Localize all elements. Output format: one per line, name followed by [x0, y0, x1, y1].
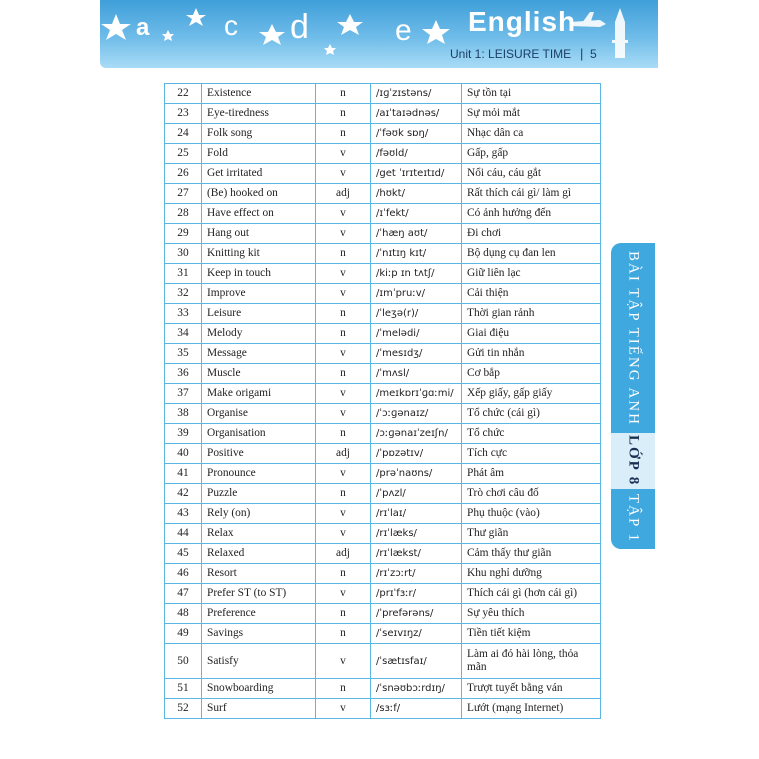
row-number: 48 [165, 604, 202, 624]
pronunciation: /ɪˈfekt/ [371, 204, 462, 224]
meaning: Phụ thuộc (vào) [462, 504, 601, 524]
vocab-word: Make origami [202, 384, 316, 404]
table-row [165, 484, 601, 504]
pronunciation: /get ˈɪrɪteɪtɪd/ [371, 164, 462, 184]
row-number: 34 [165, 324, 202, 344]
pronunciation: /ˈmʌsl/ [371, 364, 462, 384]
pronunciation: /rɪˈlækst/ [371, 544, 462, 564]
vocab-word: Leisure [202, 304, 316, 324]
row-number: 47 [165, 584, 202, 604]
vocab-word: Savings [202, 624, 316, 644]
table-row [165, 524, 601, 544]
word-type: v [316, 204, 371, 224]
row-number: 35 [165, 344, 202, 364]
meaning: Làm ai đó hài lòng, thỏa mãn [462, 644, 601, 679]
meaning: Nổi cáu, cáu gắt [462, 164, 601, 184]
meaning: Rất thích cái gì/ làm gì [462, 184, 601, 204]
vocabulary-table [164, 83, 601, 719]
word-type: n [316, 604, 371, 624]
table-row [165, 364, 601, 384]
vocab-word: Message [202, 344, 316, 364]
word-type: n [316, 324, 371, 344]
word-type: v [316, 404, 371, 424]
meaning: Gấp, gấp [462, 144, 601, 164]
table-row [165, 644, 601, 679]
table-row [165, 144, 601, 164]
pronunciation: /ˈmelədi/ [371, 324, 462, 344]
row-number: 23 [165, 104, 202, 124]
word-type: v [316, 384, 371, 404]
table-row [165, 84, 601, 104]
meaning: Bộ dụng cụ đan len [462, 244, 601, 264]
table-row [165, 324, 601, 344]
word-type: v [316, 584, 371, 604]
table-row [165, 679, 601, 699]
meaning: Sự mỏi mắt [462, 104, 601, 124]
word-type: n [316, 679, 371, 699]
meaning: Tiền tiết kiệm [462, 624, 601, 644]
side-tab-book-title: BÀI TẬP TIẾNG ANH [625, 250, 642, 426]
meaning: Sự tồn tại [462, 84, 601, 104]
meaning: Cơ bắp [462, 364, 601, 384]
meaning: Khu nghỉ dưỡng [462, 564, 601, 584]
pronunciation: /ɪmˈpruːv/ [371, 284, 462, 304]
word-type: v [316, 344, 371, 364]
table-row [165, 264, 601, 284]
vocab-word: Satisfy [202, 644, 316, 679]
vocab-word: Muscle [202, 364, 316, 384]
vocab-word: Relax [202, 524, 316, 544]
side-tab [611, 243, 655, 549]
page-number: 5 [590, 47, 597, 61]
vocab-word: Get irritated [202, 164, 316, 184]
pronunciation: /ɪɡˈzɪstəns/ [371, 84, 462, 104]
vocab-word: Surf [202, 699, 316, 719]
table-row [165, 304, 601, 324]
table-row [165, 384, 601, 404]
word-type: n [316, 104, 371, 124]
meaning: Sự yêu thích [462, 604, 601, 624]
table-row [165, 504, 601, 524]
table-row [165, 444, 601, 464]
row-number: 22 [165, 84, 202, 104]
side-tab-middle [611, 433, 655, 489]
table-row [165, 284, 601, 304]
pronunciation: /prəˈnaʊns/ [371, 464, 462, 484]
word-type: v [316, 524, 371, 544]
word-type: v [316, 644, 371, 679]
vocab-word: Fold [202, 144, 316, 164]
vocab-word: Organisation [202, 424, 316, 444]
table-row [165, 624, 601, 644]
vocab-word: (Be) hooked on [202, 184, 316, 204]
vocab-word: Folk song [202, 124, 316, 144]
vocab-word: Positive [202, 444, 316, 464]
meaning: Gửi tin nhắn [462, 344, 601, 364]
row-number: 32 [165, 284, 202, 304]
table-row [165, 604, 601, 624]
word-type: n [316, 304, 371, 324]
banner-letter-d: d [290, 8, 309, 46]
row-number: 31 [165, 264, 202, 284]
table-row [165, 564, 601, 584]
side-tab-grade: LỚP 8 [625, 435, 642, 487]
vocab-word: Have effect on [202, 204, 316, 224]
meaning: Trượt tuyết bằng ván [462, 679, 601, 699]
pronunciation: /aɪˈtaɪədnəs/ [371, 104, 462, 124]
table-row [165, 184, 601, 204]
row-number: 38 [165, 404, 202, 424]
vocab-word: Snowboarding [202, 679, 316, 699]
vocab-word: Rely (on) [202, 504, 316, 524]
vocab-word: Pronounce [202, 464, 316, 484]
row-number: 29 [165, 224, 202, 244]
row-number: 28 [165, 204, 202, 224]
vocab-word: Keep in touch [202, 264, 316, 284]
row-number: 37 [165, 384, 202, 404]
table-row [165, 424, 601, 444]
word-type: n [316, 624, 371, 644]
row-number: 49 [165, 624, 202, 644]
row-number: 46 [165, 564, 202, 584]
vocab-word: Melody [202, 324, 316, 344]
banner-letter-c: c [224, 10, 238, 41]
table-row [165, 464, 601, 484]
table-row [165, 164, 601, 184]
word-type: v [316, 224, 371, 244]
vocab-word: Organise [202, 404, 316, 424]
word-type: v [316, 144, 371, 164]
pronunciation: /ɔːɡənaɪˈzeɪʃn/ [371, 424, 462, 444]
vocab-word: Existence [202, 84, 316, 104]
row-number: 33 [165, 304, 202, 324]
meaning: Cảm thấy thư giãn [462, 544, 601, 564]
pronunciation: /ˈprefərəns/ [371, 604, 462, 624]
side-tab-lower [611, 489, 655, 549]
pronunciation: /fəʊld/ [371, 144, 462, 164]
row-number: 24 [165, 124, 202, 144]
meaning: Trò chơi câu đố [462, 484, 601, 504]
word-type: n [316, 244, 371, 264]
banner-letter-a: a [136, 14, 150, 41]
word-type: v [316, 464, 371, 484]
vocab-word: Knitting kit [202, 244, 316, 264]
word-type: n [316, 424, 371, 444]
word-type: n [316, 84, 371, 104]
table-row [165, 204, 601, 224]
pronunciation: /kiːp ɪn tʌtʃ/ [371, 264, 462, 284]
pronunciation: /sɜːf/ [371, 699, 462, 719]
pronunciation: /ˈɔːɡənaɪz/ [371, 404, 462, 424]
row-number: 30 [165, 244, 202, 264]
vocabulary-table-body [165, 84, 601, 719]
pronunciation: /ˈseɪvɪŋz/ [371, 624, 462, 644]
vocab-word: Improve [202, 284, 316, 304]
banner-letter-e: e [395, 14, 412, 47]
row-number: 40 [165, 444, 202, 464]
pronunciation: /ˈsætɪsfaɪ/ [371, 644, 462, 679]
pronunciation: /prɪˈfɜːr/ [371, 584, 462, 604]
row-number: 36 [165, 364, 202, 384]
table-row [165, 224, 601, 244]
word-type: n [316, 564, 371, 584]
pronunciation: /ˈsnəʊbɔːrdɪŋ/ [371, 679, 462, 699]
pronunciation: /ˈmesɪdʒ/ [371, 344, 462, 364]
vocab-word: Hang out [202, 224, 316, 244]
row-number: 41 [165, 464, 202, 484]
meaning: Tổ chức (cái gì) [462, 404, 601, 424]
table-row [165, 584, 601, 604]
row-number: 44 [165, 524, 202, 544]
tower-icon [612, 8, 628, 58]
meaning: Xếp giấy, gấp giấy [462, 384, 601, 404]
table-row [165, 544, 601, 564]
meaning: Thời gian rảnh [462, 304, 601, 324]
word-type: v [316, 264, 371, 284]
word-type: v [316, 504, 371, 524]
pronunciation: /ˈhæŋ aʊt/ [371, 224, 462, 244]
vocab-word: Preference [202, 604, 316, 624]
row-number: 42 [165, 484, 202, 504]
word-type: v [316, 284, 371, 304]
meaning: Phát âm [462, 464, 601, 484]
pronunciation: /ˈpʌzl/ [371, 484, 462, 504]
header-separator: | [580, 46, 584, 61]
pronunciation: /rɪˈlæks/ [371, 524, 462, 544]
row-number: 26 [165, 164, 202, 184]
header-banner [100, 0, 658, 68]
row-number: 39 [165, 424, 202, 444]
unit-title: Unit 1: LEISURE TIME [450, 47, 572, 61]
meaning: Thư giãn [462, 524, 601, 544]
pronunciation: /ˈleʒə(r)/ [371, 304, 462, 324]
pronunciation: /rɪˈzɔːrt/ [371, 564, 462, 584]
word-type: v [316, 699, 371, 719]
row-number: 25 [165, 144, 202, 164]
word-type: adj [316, 184, 371, 204]
pronunciation: /ˈnɪtɪŋ kɪt/ [371, 244, 462, 264]
vocab-word: Eye-tiredness [202, 104, 316, 124]
pronunciation: /ˈpɒzətɪv/ [371, 444, 462, 464]
row-number: 43 [165, 504, 202, 524]
table-row [165, 404, 601, 424]
table-row [165, 344, 601, 364]
meaning: Giai điệu [462, 324, 601, 344]
pronunciation: /ˈfəʊk sɒŋ/ [371, 124, 462, 144]
row-number: 50 [165, 644, 202, 679]
table-row [165, 104, 601, 124]
word-type: n [316, 364, 371, 384]
word-type: n [316, 124, 371, 144]
table-row [165, 699, 601, 719]
meaning: Nhạc dân ca [462, 124, 601, 144]
word-type: adj [316, 544, 371, 564]
pronunciation: /meɪkɒrɪˈɡɑːmi/ [371, 384, 462, 404]
pronunciation: /rɪˈlaɪ/ [371, 504, 462, 524]
table-row [165, 244, 601, 264]
word-type: n [316, 484, 371, 504]
word-type: adj [316, 444, 371, 464]
meaning: Tích cực [462, 444, 601, 464]
row-number: 27 [165, 184, 202, 204]
vocab-word: Puzzle [202, 484, 316, 504]
table-row [165, 124, 601, 144]
word-type: v [316, 164, 371, 184]
pronunciation: /hʊkt/ [371, 184, 462, 204]
vocab-word: Prefer ST (to ST) [202, 584, 316, 604]
row-number: 51 [165, 679, 202, 699]
row-number: 45 [165, 544, 202, 564]
meaning: Thích cái gì (hơn cái gì) [462, 584, 601, 604]
banner-word-english: English [468, 6, 577, 37]
meaning: Tổ chức [462, 424, 601, 444]
meaning: Có ảnh hưởng đến [462, 204, 601, 224]
vocab-word: Resort [202, 564, 316, 584]
side-tab-volume: TẬP 1 [625, 494, 642, 544]
row-number: 52 [165, 699, 202, 719]
meaning: Lướt (mạng Internet) [462, 699, 601, 719]
meaning: Đi chơi [462, 224, 601, 244]
vocab-word: Relaxed [202, 544, 316, 564]
side-tab-upper [611, 243, 655, 433]
meaning: Cải thiện [462, 284, 601, 304]
meaning: Giữ liên lạc [462, 264, 601, 284]
